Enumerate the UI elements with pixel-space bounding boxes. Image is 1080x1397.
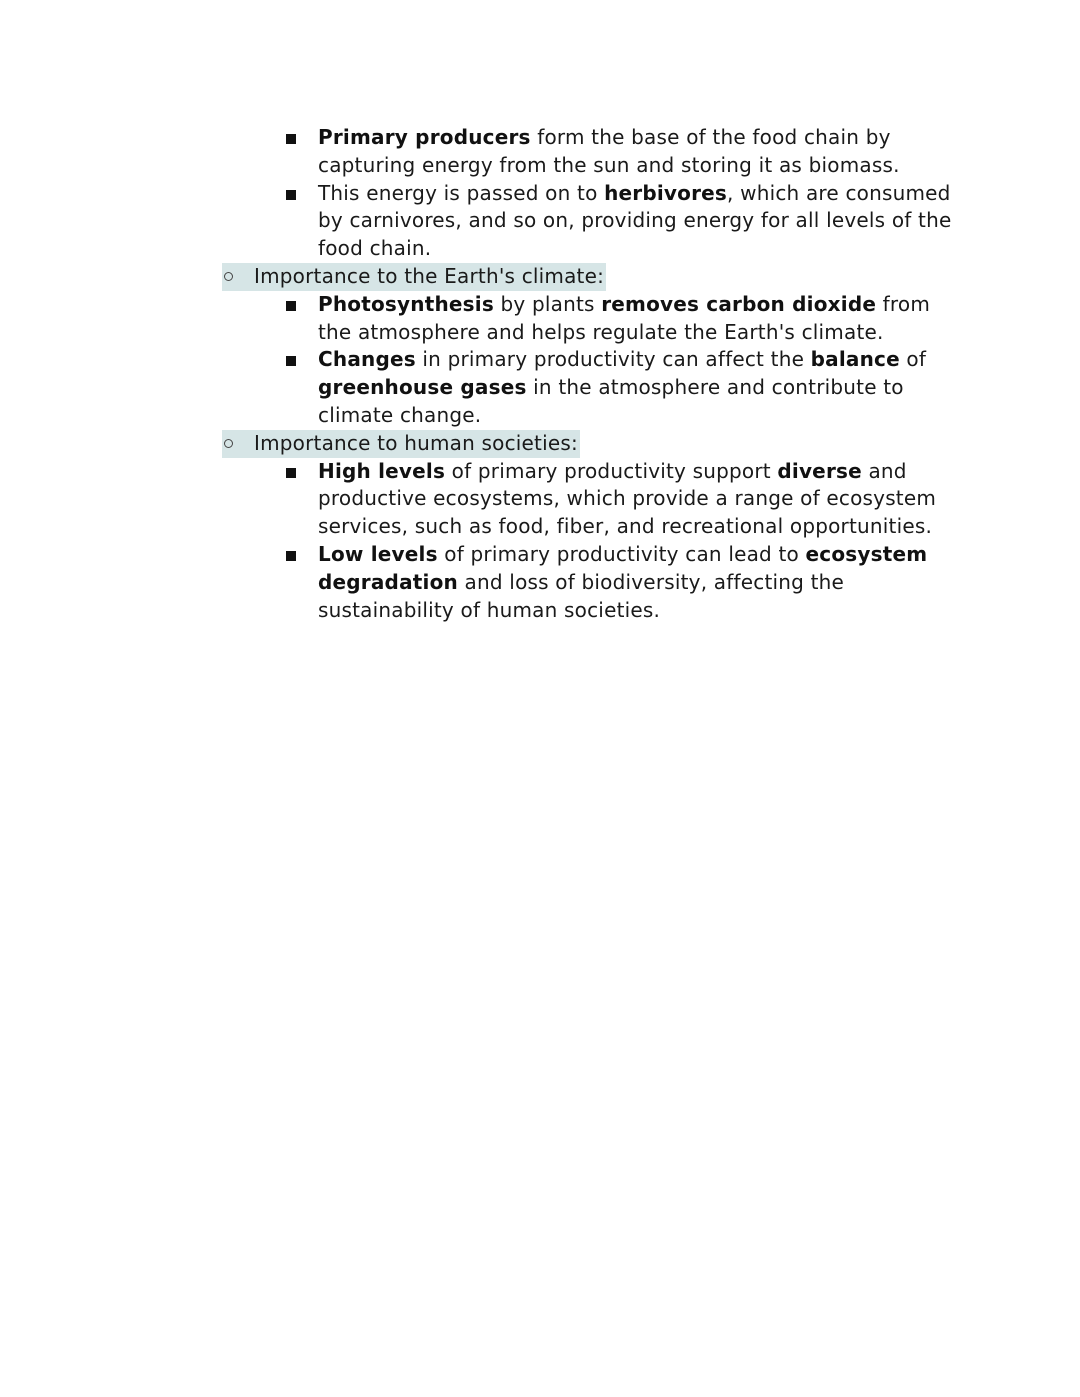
square-bullet-icon	[286, 468, 296, 478]
bullet-item-photosynthesis	[222, 291, 962, 347]
heading-highlight	[222, 263, 606, 291]
heading-highlight	[222, 430, 580, 458]
heading-text: Importance to the Earth's climate:	[254, 263, 605, 288]
body-text: of	[899, 347, 927, 372]
bold-text: High levels	[318, 458, 446, 483]
bullet-item-changes	[222, 346, 962, 429]
hollow-circle-bullet-icon	[224, 272, 233, 281]
bold-text: Photosynthesis	[318, 291, 494, 316]
body-text: in primary productivity can affect the	[415, 347, 811, 372]
square-bullet-icon	[286, 551, 296, 561]
square-bullet-icon	[286, 356, 296, 366]
square-bullet-icon	[286, 301, 296, 311]
section-heading-climate	[222, 263, 962, 291]
body-text: form the base of the food chain by capturing energy from the sun and storing it as biomass.	[318, 125, 900, 177]
bullet-item-low-levels	[222, 541, 962, 624]
body-text: from the atmosphere and helps regulate the Earth's climate.	[318, 291, 931, 344]
body-text: of primary productivity support	[445, 458, 778, 483]
square-bullet-icon	[286, 134, 296, 144]
bullet-item-primary-producers	[222, 124, 962, 180]
square-bullet-icon	[286, 190, 296, 200]
body-text: and loss of biodiversity, affecting the sustainability of human societies.	[318, 569, 844, 622]
bold-text: herbivores	[604, 180, 728, 205]
body-text: This energy is passed on to	[318, 180, 605, 205]
body-text: , which are consumed by carnivores, and so on, providing energy for all levels of the food chain.	[318, 180, 952, 261]
bullet-item-energy-passed	[222, 180, 962, 263]
hollow-circle-bullet-icon	[224, 439, 233, 448]
body-text: and productive ecosystems, which provide a range of ecosystem services, such as food, fiber, and recreational opportunities.	[318, 458, 937, 539]
bold-text: ecosystem degradation	[318, 541, 928, 594]
bold-text: balance	[810, 347, 900, 372]
bold-text: Low levels	[318, 541, 438, 566]
bold-text: greenhouse gases	[318, 375, 527, 400]
body-text: by plants	[493, 291, 602, 316]
section-heading-human-societies	[222, 430, 962, 458]
bold-text: Changes	[318, 347, 416, 372]
document-body	[222, 124, 962, 624]
bold-text: diverse	[777, 458, 862, 483]
heading-text: Importance to human societies:	[254, 430, 578, 455]
bullet-item-high-levels	[222, 458, 962, 541]
bold-text: Primary producers	[318, 125, 531, 149]
body-text: in the atmosphere and contribute to climate change.	[318, 375, 904, 427]
bold-text: removes carbon dioxide	[601, 291, 877, 316]
body-text: of primary productivity can lead to	[437, 541, 806, 566]
